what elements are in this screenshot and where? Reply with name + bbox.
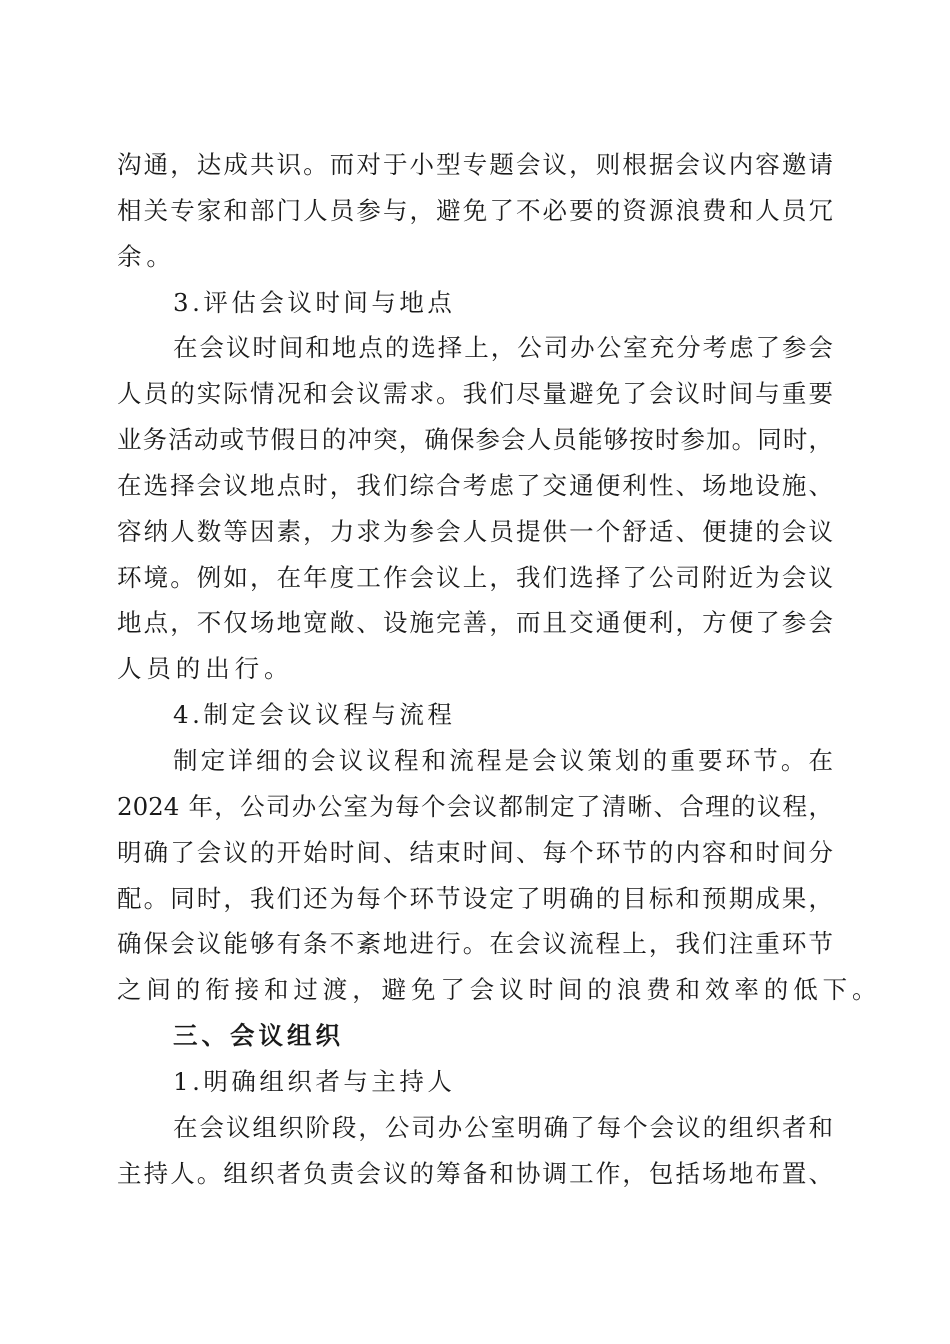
paragraph-line: 相关专家和部门人员参与，避免了不必要的资源浪费和人员冗 <box>117 195 833 225</box>
paragraph-line: 主持人。组织者负责会议的筹备和协调工作，包括场地布置、 <box>117 1158 833 1188</box>
subheading-4: 4.制定会议议程与流程 <box>173 700 456 730</box>
section-heading: 三、会议组织 <box>173 1021 344 1051</box>
subheading-1: 1.明确组织者与主持人 <box>173 1066 456 1096</box>
paragraph-line: 在会议时间和地点的选择上，公司办公室充分考虑了参会 <box>173 333 833 363</box>
paragraph-line: 沟通，达成共识。而对于小型专题会议，则根据会议内容邀请 <box>117 150 833 179</box>
paragraph-line: 确保会议能够有条不紊地进行。在会议流程上，我们注重环节 <box>117 929 833 959</box>
paragraph-line: 容纳人数等因素，力求为参会人员提供一个舒适、便捷的会议 <box>117 516 833 546</box>
paragraph-line: 明确了会议的开始时间、结束时间、每个环节的内容和时间分 <box>117 837 833 867</box>
paragraph-line: 在会议组织阶段，公司办公室明确了每个会议的组织者和 <box>173 1112 833 1142</box>
paragraph-line: 在选择会议地点时，我们综合考虑了交通便利性、场地设施、 <box>117 470 833 500</box>
paragraph-line: 配。同时，我们还为每个环节设定了明确的目标和预期成果， <box>117 883 833 913</box>
document-body <box>117 142 882 1196</box>
paragraph-line: 人员的出行。 <box>117 654 294 684</box>
paragraph-line: 人员的实际情况和会议需求。我们尽量避免了会议时间与重要 <box>117 379 833 409</box>
paragraph-line: 业务活动或节假日的冲突，确保参会人员能够按时参加。同时， <box>117 425 833 455</box>
paragraph-line: 地点，不仅场地宽敞、设施完善，而且交通便利，方便了参会 <box>117 608 833 638</box>
paragraph-line: 环境。例如，在年度工作会议上，我们选择了公司附近为会议 <box>117 562 833 592</box>
subheading-3: 3.评估会议时间与地点 <box>173 287 456 317</box>
paragraph-line: 余。 <box>117 241 176 271</box>
paragraph-line: 之间的衔接和过渡，避免了会议时间的浪费和效率的低下。 <box>117 975 882 1005</box>
paragraph-line: 制定详细的会议议程和流程是会议策划的重要环节。在 <box>173 745 833 775</box>
paragraph-line: 2024 年，公司办公室为每个会议都制定了清晰、合理的议程， <box>117 791 833 821</box>
